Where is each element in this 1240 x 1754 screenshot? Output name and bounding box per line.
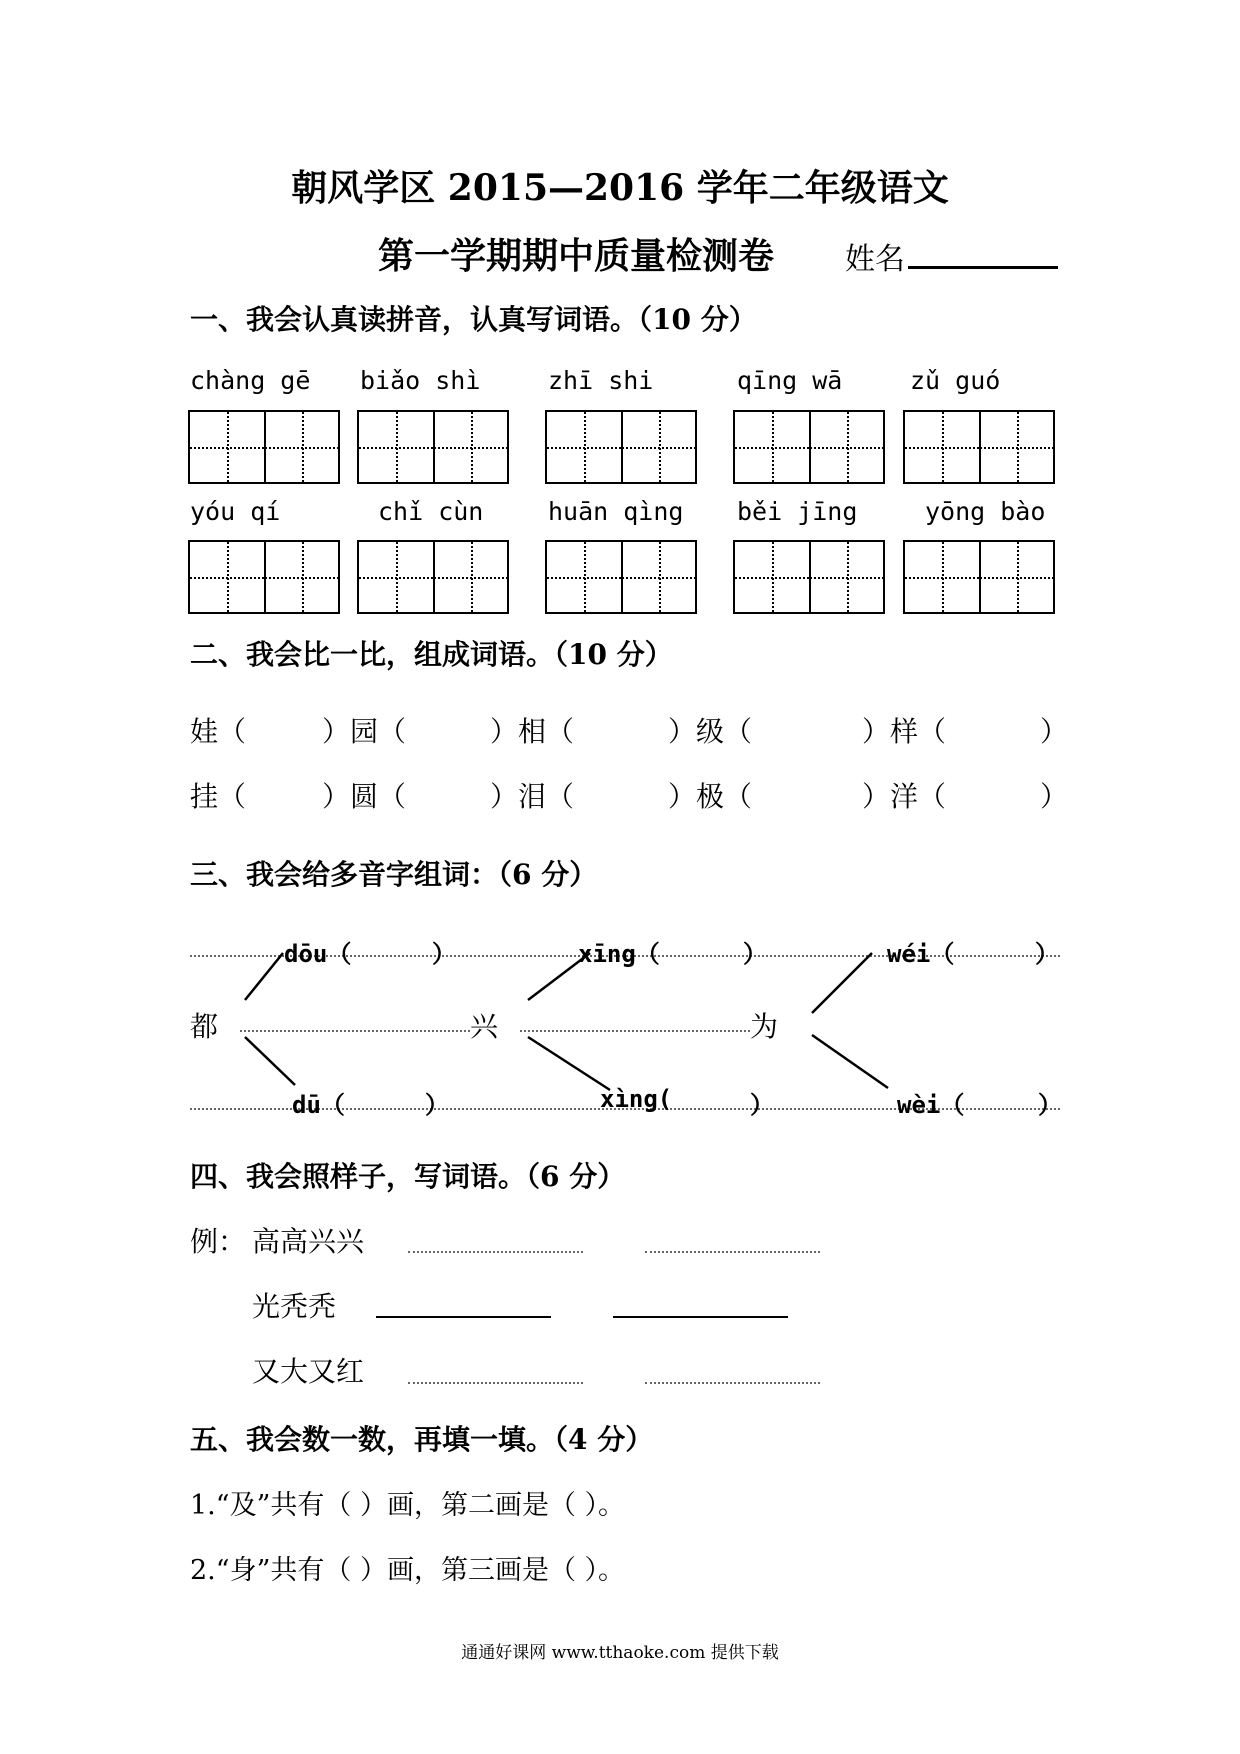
pinyin: zǔ guó — [910, 366, 1001, 395]
compare-item: ）相（ — [490, 715, 575, 748]
section3-heading: 三、我会给多音字组词：（6 分） — [190, 858, 598, 891]
bracket-close: ） — [750, 1091, 774, 1119]
pinyin: běi jīng — [737, 497, 858, 526]
exam-title-line2: 第一学期期中质量检测卷 — [378, 235, 775, 277]
polyphone-char: 都 — [190, 1010, 219, 1043]
polyphone-pinyin: wèi（ — [897, 1091, 965, 1119]
section2-heading: 二、我会比一比，组成词语。（10 分） — [190, 638, 673, 671]
answer-line[interactable] — [645, 1382, 820, 1384]
pinyin: yōng bào — [925, 497, 1046, 526]
bracket-close: ） — [425, 1091, 449, 1119]
answer-line[interactable] — [613, 1316, 788, 1318]
pattern-word: 又大又红 — [252, 1355, 365, 1388]
pinyin: qīng wā — [737, 366, 843, 395]
answer-line[interactable] — [408, 1382, 583, 1384]
section5-heading: 五、我会数一数，再填一填。（4 分） — [190, 1423, 654, 1456]
polyphone-pinyin: dū（ — [292, 1091, 345, 1119]
example-label: 例： — [190, 1225, 247, 1258]
section1-heading: 一、我会认真读拼音，认真写词语。（10 分） — [190, 303, 757, 336]
polyphone-char: 为 — [750, 1010, 779, 1043]
answer-line[interactable] — [408, 1251, 583, 1253]
compare-item: 挂（ — [190, 780, 247, 813]
compare-item: ）园（ — [322, 715, 407, 748]
compare-item: ）样（ — [862, 715, 947, 748]
polyphone-pinyin: xīng（ — [578, 940, 660, 968]
answer-line[interactable] — [645, 1251, 820, 1253]
polyphone-char: 兴 — [470, 1010, 499, 1043]
footer-text: 通通好课网 www.tthaoke.com 提供下载 — [461, 1643, 779, 1663]
compare-item: 娃（ — [190, 715, 247, 748]
pinyin: zhī shi — [548, 366, 654, 395]
pinyin: huān qìng — [548, 497, 684, 526]
compare-item: ）级（ — [668, 715, 753, 748]
compare-item: ） — [1040, 715, 1069, 748]
answer-line[interactable] — [376, 1316, 551, 1318]
question-1: 1.“及”共有（ ）画，第二画是（ ）。 — [190, 1490, 626, 1521]
compare-item: ）洋（ — [862, 780, 947, 813]
question-2: 2.“身”共有（ ）画，第三画是（ ）。 — [190, 1555, 626, 1586]
polyphone-pinyin: dōu（ — [284, 940, 352, 968]
polyphone-pinyin: xìng( — [600, 1085, 673, 1113]
pattern-word: 高高兴兴 — [252, 1225, 365, 1258]
pinyin: biǎo shì — [360, 366, 481, 395]
bracket-close: ） — [743, 940, 767, 968]
compare-item: ）泪（ — [490, 780, 575, 813]
bracket-close: ） — [1038, 1091, 1062, 1119]
exam-title-line1: 朝风学区 2015—2016 学年二年级语文 — [291, 167, 949, 209]
pinyin: chǐ cùn — [378, 497, 484, 526]
name-label: 姓名 — [845, 242, 905, 277]
compare-item: ）极（ — [668, 780, 753, 813]
pinyin: chàng gē — [190, 366, 311, 395]
polyphone-pinyin: wéi（ — [887, 940, 955, 968]
pinyin: yóu qí — [190, 497, 281, 526]
section4-heading: 四、我会照样子，写词语。（6 分） — [190, 1160, 626, 1193]
compare-item: ）圆（ — [322, 780, 407, 813]
bracket-close: ） — [1035, 940, 1059, 968]
compare-item: ） — [1040, 780, 1069, 813]
pattern-word: 光秃秃 — [252, 1290, 337, 1323]
bracket-close: ） — [432, 940, 456, 968]
